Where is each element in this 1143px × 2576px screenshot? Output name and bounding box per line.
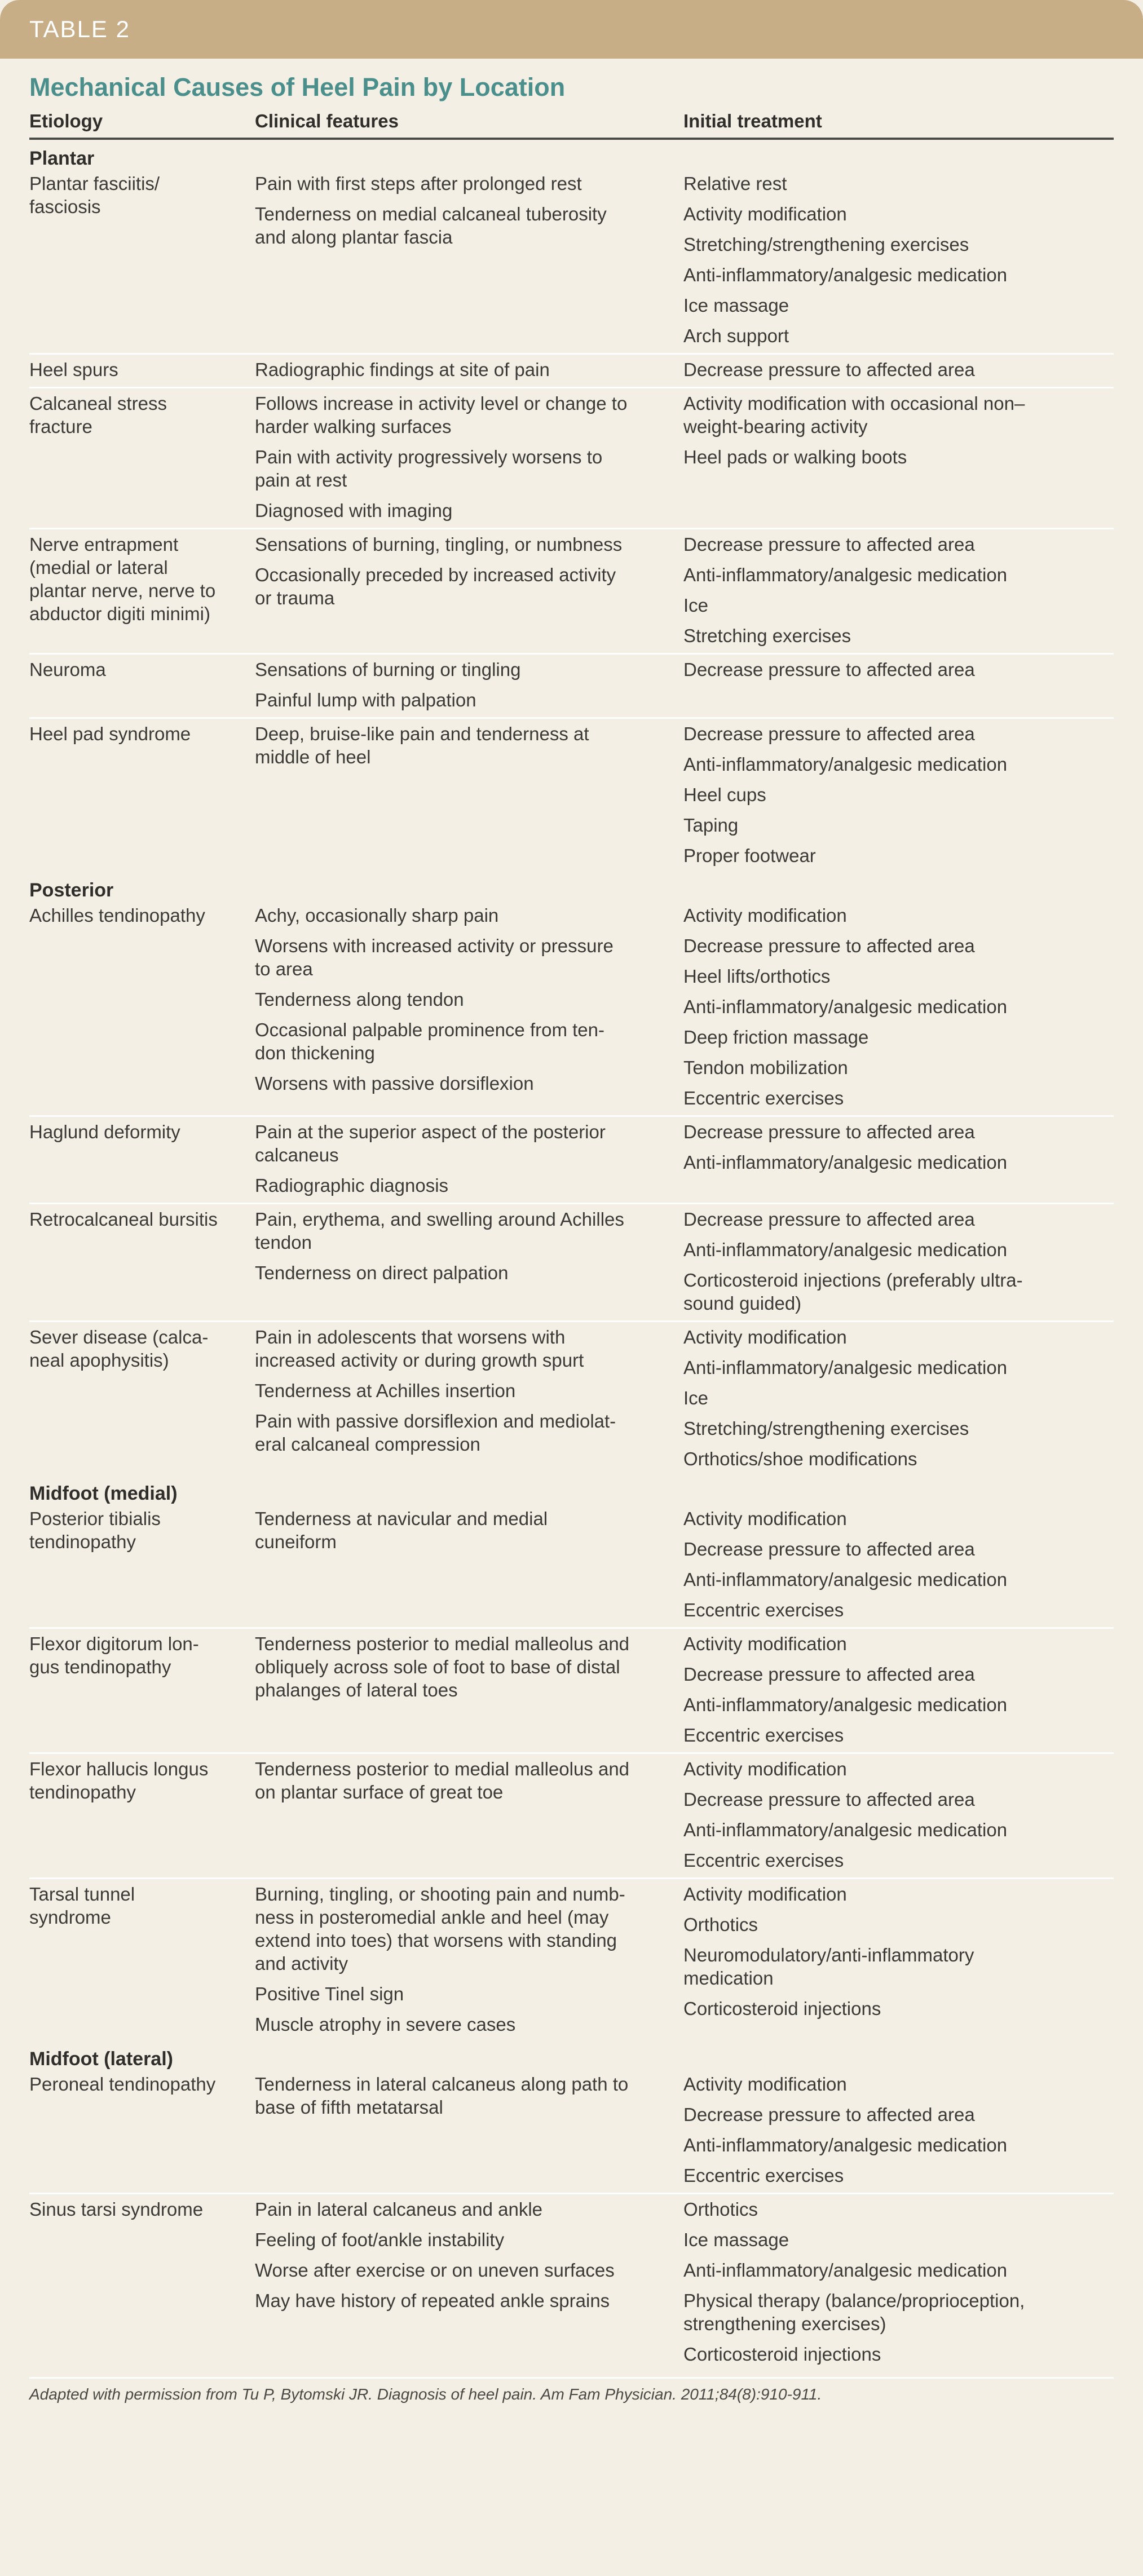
initial-treatment-cell: [683, 1883, 1114, 2036]
treatment-item: Anti-inflammatory/analgesic medication: [683, 564, 1008, 585]
etiology-cell: Nerve entrapment (medial or lateral plantar nerve, nerve to abductor digiti minimi): [29, 534, 216, 624]
treatment-item: Activity modification: [683, 1508, 847, 1529]
initial-treatment-cell: [683, 722, 1114, 867]
treatment-item: Eccentric exercises: [683, 1725, 844, 1746]
clinical-features-cell: [255, 358, 683, 381]
table-row: [29, 1117, 1114, 1204]
treatment-item: Activity modification: [683, 1633, 847, 1654]
initial-treatment-cell: [683, 172, 1114, 347]
treatment-item: Activity modification with occasional non– weight-bearing activity: [683, 393, 1025, 437]
table-row: [29, 655, 1114, 719]
feature-item: Tenderness along tendon: [255, 989, 464, 1010]
table-header-row: [29, 105, 1114, 140]
table-row: [29, 2194, 1114, 2371]
feature-item: Pain with passive dorsiflexion and mediolat- eral calcaneal compression: [255, 1411, 616, 1455]
clinical-features-cell: [255, 722, 683, 867]
header-clinical-features: Clinical features: [255, 111, 399, 131]
treatment-item: Orthotics: [683, 2199, 758, 2220]
clinical-features-cell: [255, 172, 683, 347]
feature-item: Feeling of foot/ankle instability: [255, 2229, 505, 2250]
treatment-item: Physical therapy (balance/proprioception, strengthening exercises): [683, 2290, 1025, 2334]
feature-item: Worse after exercise or on uneven surfaces: [255, 2260, 615, 2281]
table-footnote: Adapted with permission from Tu P, Bytomski JR. Diagnosis of heel pain. Am Fam Physician. 2011;84(8):910-911.: [29, 2377, 1114, 2403]
clinical-features-cell: [255, 1325, 683, 1470]
table-row: [29, 1754, 1114, 1879]
treatment-item: Decrease pressure to affected area: [683, 659, 975, 680]
treatment-item: Anti-inflammatory/analgesic medication: [683, 754, 1008, 775]
treatment-item: Decrease pressure to affected area: [683, 1121, 975, 1142]
treatment-item: Eccentric exercises: [683, 1599, 844, 1620]
table-row: [29, 355, 1114, 388]
feature-item: Pain, erythema, and swelling around Achilles tendon: [255, 1209, 624, 1253]
initial-treatment-cell: [683, 904, 1114, 1110]
table-row: [29, 388, 1114, 529]
etiology-cell: Peroneal tendinopathy: [29, 2074, 216, 2095]
header-initial-treatment: Initial treatment: [683, 111, 822, 131]
treatment-item: Activity modification: [683, 204, 847, 224]
treatment-item: Neuromodulatory/anti-inflammatory medication: [683, 1945, 974, 1989]
treatment-item: Anti-inflammatory/analgesic medication: [683, 1819, 1008, 1840]
feature-item: Tenderness posterior to medial malleolus and obliquely across sole of foot to base of distal phalanges of lateral toes: [255, 1633, 630, 1700]
clinical-features-cell: [255, 1120, 683, 1197]
clinical-features-cell: [255, 392, 683, 522]
clinical-features-cell: [255, 1883, 683, 2036]
feature-item: Pain with activity progressively worsens to pain at rest: [255, 447, 603, 491]
etiology-cell: Retrocalcaneal bursitis: [29, 1209, 218, 1230]
treatment-item: Eccentric exercises: [683, 2165, 844, 2186]
feature-item: Painful lump with palpation: [255, 690, 476, 710]
feature-item: Worsens with passive dorsiflexion: [255, 1073, 534, 1094]
feature-item: Positive Tinel sign: [255, 1983, 404, 2004]
treatment-item: Deep friction massage: [683, 1027, 869, 1048]
initial-treatment-cell: [683, 1120, 1114, 1197]
treatment-item: Ice massage: [683, 2229, 789, 2250]
feature-item: Diagnosed with imaging: [255, 500, 453, 521]
initial-treatment-cell: [683, 2198, 1114, 2366]
feature-item: Burning, tingling, or shooting pain and numb- ness in posteromedial ankle and heel (may extend into toes) that worsens with standing and activity: [255, 1884, 625, 1974]
treatment-item: Anti-inflammatory/analgesic medication: [683, 1152, 1008, 1173]
treatment-item: Corticosteroid injections: [683, 1998, 881, 2019]
feature-item: Pain at the superior aspect of the posterior calcaneus: [255, 1121, 606, 1165]
treatment-item: Proper footwear: [683, 845, 816, 866]
etiology-cell: Achilles tendinopathy: [29, 905, 205, 926]
etiology-cell: Flexor digitorum lon- gus tendinopathy: [29, 1633, 199, 1677]
treatment-item: Ice: [683, 1388, 709, 1408]
feature-item: Tenderness in lateral calcaneus along path to base of fifth metatarsal: [255, 2074, 629, 2118]
feature-item: Tenderness posterior to medial malleolus and on plantar surface of great toe: [255, 1758, 630, 1802]
treatment-item: Anti-inflammatory/analgesic medication: [683, 996, 1008, 1017]
clinical-features-cell: [255, 658, 683, 712]
clinical-features-cell: [255, 2073, 683, 2187]
treatment-item: Stretching/strengthening exercises: [683, 234, 969, 255]
etiology-cell: Flexor hallucis longus tendinopathy: [29, 1758, 209, 1802]
clinical-features-cell: [255, 2198, 683, 2366]
treatment-item: Ice: [683, 595, 709, 616]
feature-item: Achy, occasionally sharp pain: [255, 905, 499, 926]
treatment-item: Anti-inflammatory/analgesic medication: [683, 2260, 1008, 2281]
feature-item: Sensations of burning, tingling, or numbness: [255, 534, 623, 555]
table-row: [29, 1204, 1114, 1322]
initial-treatment-cell: [683, 392, 1114, 522]
treatment-item: Heel lifts/orthotics: [683, 966, 831, 987]
treatment-item: Eccentric exercises: [683, 1088, 844, 1108]
header-etiology: Etiology: [29, 111, 103, 131]
feature-item: Pain in adolescents that worsens with increased activity or during growth spurt: [255, 1327, 584, 1371]
feature-item: Sensations of burning or tingling: [255, 659, 521, 680]
treatment-item: Decrease pressure to affected area: [683, 2104, 975, 2125]
etiology-cell: Sinus tarsi syndrome: [29, 2199, 204, 2220]
table-row: [29, 900, 1114, 1117]
treatment-item: Stretching exercises: [683, 625, 851, 646]
etiology-cell: Plantar fasciitis/ fasciosis: [29, 173, 160, 217]
feature-item: Worsens with increased activity or pressure to area: [255, 935, 614, 979]
initial-treatment-cell: [683, 533, 1114, 647]
treatment-item: Corticosteroid injections (preferably ultra- sound guided): [683, 1270, 1023, 1314]
treatment-item: Anti-inflammatory/analgesic medication: [683, 1239, 1008, 1260]
clinical-features-cell: [255, 533, 683, 647]
treatment-item: Anti-inflammatory/analgesic medication: [683, 2135, 1008, 2155]
treatment-item: Activity modification: [683, 1758, 847, 1779]
initial-treatment-cell: [683, 358, 1114, 381]
treatment-item: Arch support: [683, 325, 789, 346]
initial-treatment-cell: [683, 658, 1114, 712]
treatment-item: Activity modification: [683, 905, 847, 926]
etiology-cell: Calcaneal stress fracture: [29, 393, 167, 437]
treatment-item: Heel cups: [683, 784, 766, 805]
treatment-item: Heel pads or walking boots: [683, 447, 907, 467]
feature-item: Pain with first steps after prolonged rest: [255, 173, 582, 194]
section-heading: Plantar: [29, 148, 95, 169]
section-heading: Midfoot (lateral): [29, 2048, 173, 2070]
feature-item: Tenderness at navicular and medial cuneiform: [255, 1508, 548, 1552]
treatment-item: Eccentric exercises: [683, 1850, 844, 1871]
initial-treatment-cell: [683, 1208, 1114, 1315]
initial-treatment-cell: [683, 1507, 1114, 1621]
section-heading: Posterior: [29, 880, 114, 901]
table-row: [29, 719, 1114, 873]
treatment-item: Decrease pressure to affected area: [683, 534, 975, 555]
table-title: Mechanical Causes of Heel Pain by Location: [29, 73, 566, 101]
table-row: [29, 1504, 1114, 1629]
clinical-features-cell: [255, 1632, 683, 1747]
initial-treatment-cell: [683, 1325, 1114, 1470]
etiology-cell: Haglund deformity: [29, 1121, 180, 1142]
table-row: [29, 1322, 1114, 1476]
table-content: [0, 70, 1143, 2403]
feature-item: Radiographic diagnosis: [255, 1175, 449, 1196]
treatment-item: Stretching/strengthening exercises: [683, 1418, 969, 1439]
treatment-item: Anti-inflammatory/analgesic medication: [683, 1569, 1008, 1590]
etiology-cell: Sever disease (calca- neal apophysitis): [29, 1327, 209, 1371]
table-label: TABLE 2: [29, 16, 130, 42]
table-row: [29, 2069, 1114, 2194]
initial-treatment-cell: [683, 1757, 1114, 1872]
treatment-item: Anti-inflammatory/analgesic medication: [683, 1357, 1008, 1378]
feature-item: May have history of repeated ankle sprains: [255, 2290, 610, 2311]
feature-item: Radiographic findings at site of pain: [255, 359, 550, 380]
feature-item: Tenderness on medial calcaneal tuberosity and along plantar fascia: [255, 204, 607, 248]
treatment-item: Activity modification: [683, 1884, 847, 1905]
treatment-item: Decrease pressure to affected area: [683, 1664, 975, 1685]
table-row: [29, 1879, 1114, 2042]
treatment-item: Decrease pressure to affected area: [683, 1209, 975, 1230]
feature-item: Tenderness on direct palpation: [255, 1262, 509, 1283]
treatment-item: Decrease pressure to affected area: [683, 1789, 975, 1810]
section-heading: Midfoot (medial): [29, 1483, 178, 1504]
treatment-item: Corticosteroid injections: [683, 2344, 881, 2365]
treatment-item: Decrease pressure to affected area: [683, 1539, 975, 1559]
feature-item: Muscle atrophy in severe cases: [255, 2014, 516, 2035]
treatment-item: Orthotics: [683, 1914, 758, 1935]
treatment-item: Orthotics/shoe modifications: [683, 1448, 917, 1469]
clinical-features-cell: [255, 1507, 683, 1621]
treatment-item: Anti-inflammatory/analgesic medication: [683, 264, 1008, 285]
table-row: [29, 529, 1114, 655]
treatment-item: Decrease pressure to affected area: [683, 359, 975, 380]
etiology-cell: Heel pad syndrome: [29, 723, 191, 744]
table-body: [29, 140, 1114, 2371]
initial-treatment-cell: [683, 1632, 1114, 1747]
etiology-cell: Neuroma: [29, 659, 106, 680]
clinical-features-cell: [255, 1757, 683, 1872]
treatment-item: Decrease pressure to affected area: [683, 723, 975, 744]
treatment-item: Activity modification: [683, 2074, 847, 2095]
clinical-features-cell: [255, 904, 683, 1110]
table-row: [29, 169, 1114, 355]
feature-item: Pain in lateral calcaneus and ankle: [255, 2199, 543, 2220]
treatment-item: Taping: [683, 815, 739, 836]
treatment-item: Activity modification: [683, 1327, 847, 1347]
feature-item: Occasional palpable prominence from ten- don thickening: [255, 1019, 604, 1063]
etiology-cell: Posterior tibialis tendinopathy: [29, 1508, 161, 1552]
table-label-bar: [0, 0, 1143, 59]
table-row: [29, 1629, 1114, 1754]
etiology-cell: Heel spurs: [29, 359, 118, 380]
treatment-item: Tendon mobilization: [683, 1057, 848, 1078]
feature-item: Deep, bruise-like pain and tenderness at middle of heel: [255, 723, 589, 767]
feature-item: Tenderness at Achilles insertion: [255, 1380, 516, 1401]
feature-item: Occasionally preceded by increased activity or trauma: [255, 564, 616, 608]
treatment-item: Ice massage: [683, 295, 789, 316]
treatment-item: Anti-inflammatory/analgesic medication: [683, 1694, 1008, 1715]
etiology-cell: Tarsal tunnel syndrome: [29, 1884, 135, 1928]
initial-treatment-cell: [683, 2073, 1114, 2187]
treatment-item: Relative rest: [683, 173, 787, 194]
clinical-features-cell: [255, 1208, 683, 1315]
feature-item: Follows increase in activity level or change to harder walking surfaces: [255, 393, 628, 437]
treatment-item: Decrease pressure to affected area: [683, 935, 975, 956]
